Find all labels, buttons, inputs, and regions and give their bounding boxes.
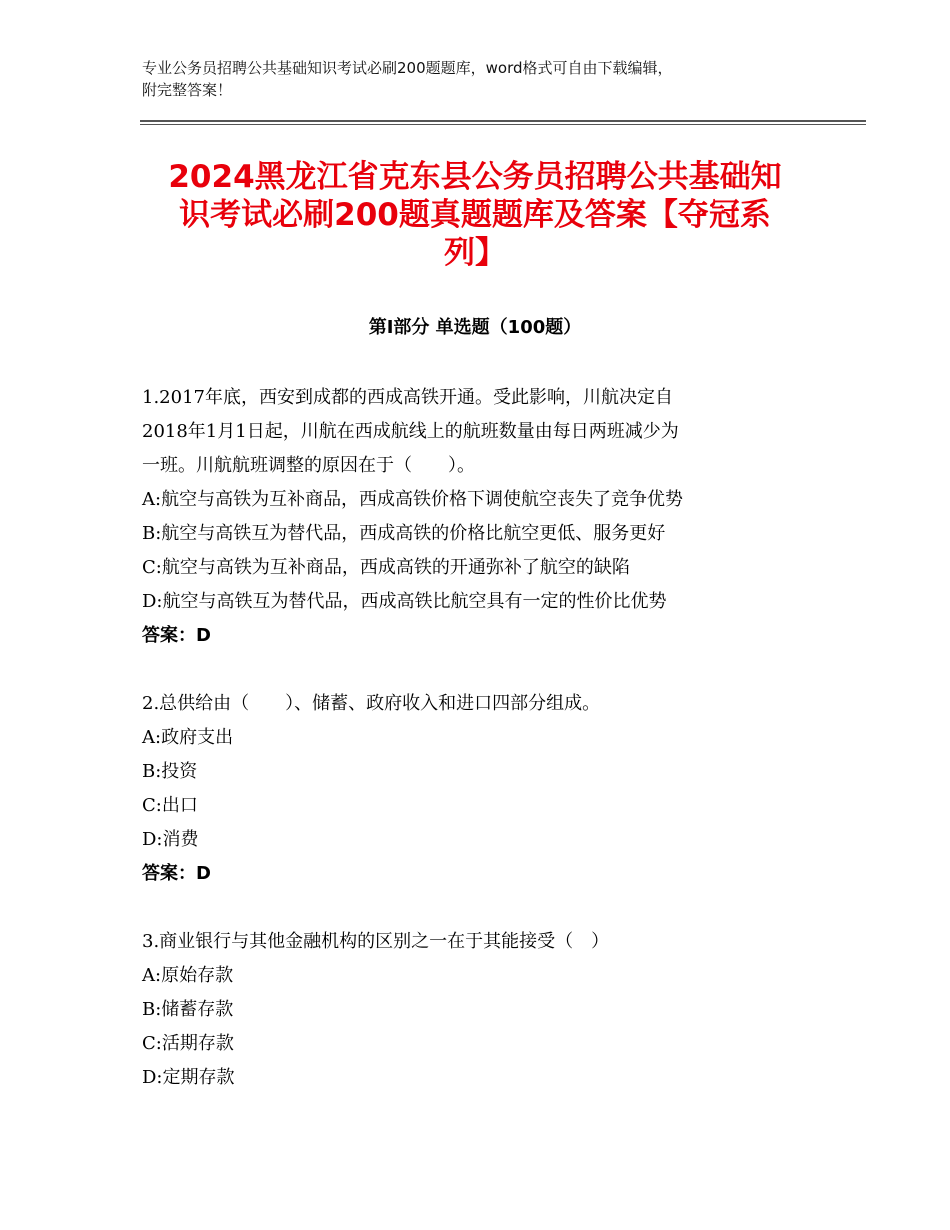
question-item [142,687,822,891]
header-note [142,57,822,101]
option-a: A:原始存款 [142,965,234,986]
header-note-line: 附完整答案！ [142,81,233,99]
question-stem-line: 2.总供给由（ ）、储蓄、政府收入和进口四部分组成。 [142,693,601,714]
title-line: 识考试必刷200题真题题库及答案【夺冠系 [179,197,771,233]
section-heading: 第Ⅰ部分 单选题（100题） [368,317,582,338]
option-b: B:储蓄存款 [142,999,234,1020]
answer-label: 答案：D [142,625,211,646]
option-b: B:航空与高铁互为替代品，西成高铁的价格比航空更低、服务更好 [142,523,666,544]
header-note-line: 专业公务员招聘公共基础知识考试必刷200题题库，word格式可自由下载编辑， [142,59,673,77]
header-divider [140,120,866,125]
question-stem-line: 1.2017年底，西安到成都的西成高铁开通。受此影响，川航决定自 [142,387,673,408]
option-c: C:活期存款 [142,1033,234,1054]
question-list [142,381,822,1129]
answer-label: 答案：D [142,863,211,884]
document-title [130,158,820,272]
option-d: D:航空与高铁互为替代品，西成高铁比航空具有一定的性价比优势 [142,591,667,612]
option-a: A:航空与高铁为互补商品，西成高铁价格下调使航空丧失了竞争优势 [142,489,684,510]
question-stem-line: 2018年1月1日起，川航在西成航线上的航班数量由每日两班减少为 [142,421,679,442]
question-stem-line: 3.商业银行与其他金融机构的区别之一在于其能接受（ ） [142,931,610,952]
option-d: D:消费 [142,829,199,850]
title-line: 2024黑龙江省克东县公务员招聘公共基础知 [168,159,782,195]
option-b: B:投资 [142,761,198,782]
option-c: C:出口 [142,795,198,816]
option-c: C:航空与高铁为互补商品，西成高铁的开通弥补了航空的缺陷 [142,557,630,578]
title-line: 列】 [444,235,506,271]
question-stem [142,925,822,959]
question-item [142,925,822,1095]
option-d: D:定期存款 [142,1067,235,1088]
question-item [142,381,822,653]
question-stem [142,687,822,721]
question-stem [142,381,822,483]
question-stem-line: 一班。川航航班调整的原因在于（ ）。 [142,455,475,476]
option-a: A:政府支出 [142,727,234,748]
